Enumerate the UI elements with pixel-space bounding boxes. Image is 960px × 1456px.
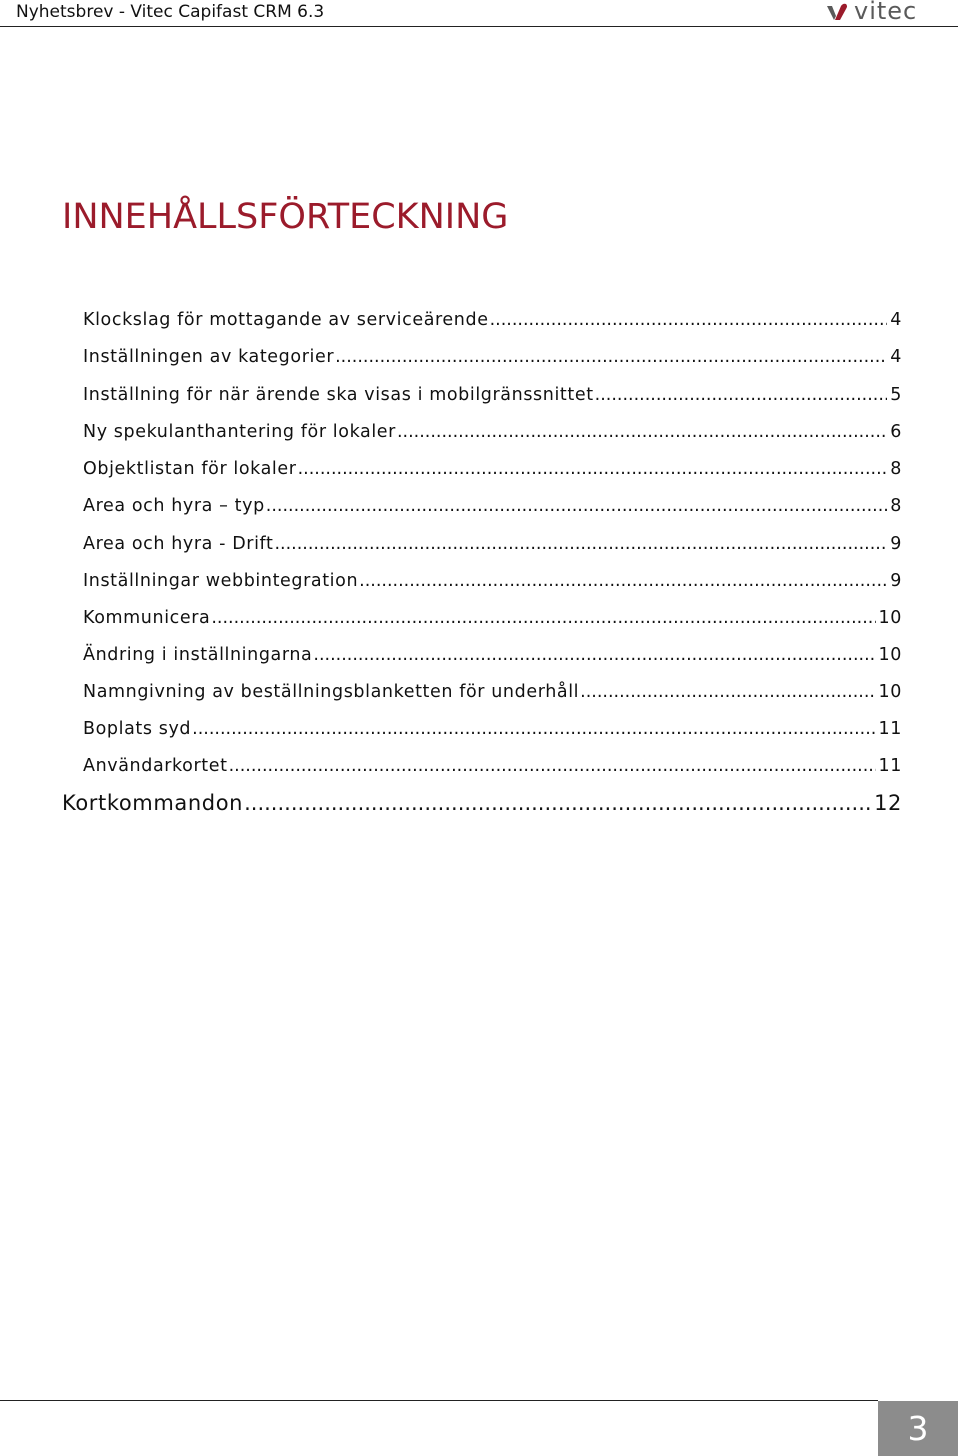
toc-entry[interactable] [83,382,902,408]
toc-entry[interactable] [62,789,902,815]
vitec-logo-mark-icon [826,3,848,21]
toc-dot-leader [595,382,888,408]
toc-page-number: 8 [890,459,902,479]
vitec-logo [826,1,948,23]
toc-dot-leader [397,419,887,445]
toc-entry-title: Namngivning av beställningsblanketten för underhåll [83,682,580,702]
toc-entry[interactable] [83,642,902,668]
toc-page-number: 10 [878,645,902,665]
toc-entry-title: Inställning för när ärende ska visas i mobilgränssnittet [83,385,594,405]
toc-page-number: 9 [890,571,902,591]
toc-entry-title: Ny spekulanthantering för lokaler [83,422,396,442]
toc-dot-leader [490,307,888,333]
toc-entry-title: Kortkommandon [62,791,244,815]
toc-dot-leader [359,568,887,594]
toc-page-number: 9 [890,534,902,554]
toc-dot-leader [298,456,888,482]
toc-entry[interactable] [83,419,902,445]
toc-page-number: 6 [890,422,902,442]
toc-page-number: 5 [890,385,902,405]
toc-entry[interactable] [83,568,902,594]
toc-dot-leader [335,344,887,370]
toc-entry-title: Inställningar webbintegration [83,571,359,591]
toc-entry[interactable] [83,716,902,742]
toc-page-number: 4 [890,347,902,367]
toc-entry-title: Boplats syd [83,719,192,739]
toc-dot-leader [266,493,887,519]
logo-wordmark: vitec [854,0,918,25]
toc-entry-title: Ändring i inställningarna [83,645,313,665]
toc-page-number: 11 [878,756,902,776]
toc-entry-title: Kommunicera [83,608,211,628]
toc-dot-leader [211,605,875,631]
page-number: 3 [907,1409,929,1448]
page-number-box [878,1401,958,1456]
toc-page-number: 8 [890,496,902,516]
toc-entry[interactable] [83,493,902,519]
toc-dot-leader [580,679,875,705]
toc-dot-leader [313,642,875,668]
toc-page-number: 11 [878,719,902,739]
toc-dot-leader [274,531,887,557]
toc-entry[interactable] [83,531,902,557]
footer-divider [0,1400,878,1401]
toc-entry[interactable] [83,753,902,779]
toc-page-number: 4 [890,310,902,330]
page-header [0,0,960,28]
toc-heading: INNEHÅLLSFÖRTECKNING [62,197,509,237]
toc-entry-title: Användarkortet [83,756,228,776]
toc-entry[interactable] [83,605,902,631]
toc-dot-leader [192,716,875,742]
toc-entry-title: Inställningen av kategorier [83,347,335,367]
toc-page-number: 10 [878,608,902,628]
toc-dot-leader [229,753,876,779]
toc-entry-title: Klockslag för mottagande av serviceärende [83,310,489,330]
toc-page-number: 10 [878,682,902,702]
toc-entry[interactable] [83,344,902,370]
toc-entry[interactable] [83,679,902,705]
document-title: Nyhetsbrev - Vitec Capifast CRM 6.3 [16,2,325,22]
header-divider [0,26,958,27]
toc-entry[interactable] [83,307,902,333]
toc-entry[interactable] [83,456,902,482]
toc-entry-title: Area och hyra - Drift [83,534,274,554]
toc-page-number: 12 [874,791,902,815]
toc-dot-leader [244,789,871,817]
toc-entry-title: Area och hyra – typ [83,496,265,516]
toc-entry-title: Objektlistan för lokaler [83,459,297,479]
